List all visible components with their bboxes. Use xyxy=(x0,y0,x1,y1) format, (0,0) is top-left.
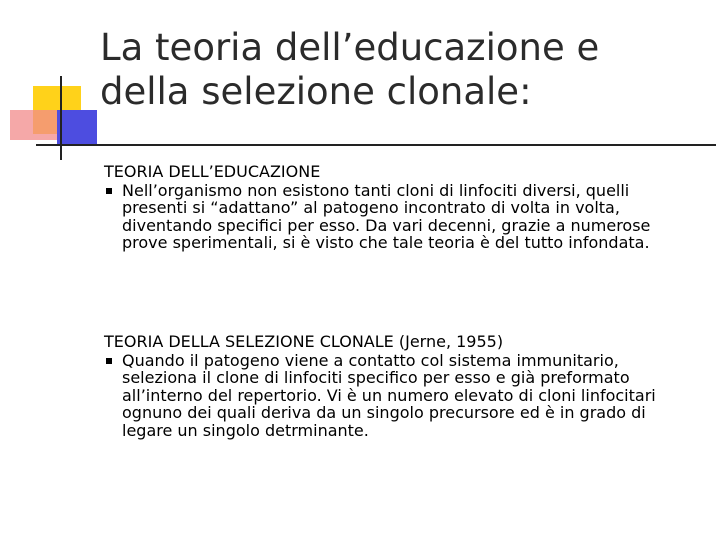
bullet-item xyxy=(104,352,704,440)
section-selezione-clonale xyxy=(104,333,704,439)
bullet-text: Nell’organismo non esistono tanti cloni di linfociti diversi, quelli presenti si “adattano” al patogeno incontrato di volta in volta, diventando specifici per esso. Da vari decenni, grazie a numerose prove sperimentali, si è visto che tale teoria è del tutto infondata. xyxy=(122,180,651,252)
section-heading: TEORIA DELLA SELEZIONE CLONALE (Jerne, 1955) xyxy=(104,332,504,351)
bullet-item xyxy=(104,182,704,252)
decor-vertical-line xyxy=(60,76,62,160)
bullet-square-icon xyxy=(106,358,112,364)
slide-title-line-2: della selezione clonale: xyxy=(100,70,532,113)
bullet-square-icon xyxy=(106,188,112,194)
slide-title-line-1: La teoria dell’educazione e xyxy=(100,26,600,69)
section-heading: TEORIA DELL’EDUCAZIONE xyxy=(104,162,321,181)
bullet-text: Quando il patogeno viene a contatto col sistema immunitario, seleziona il clone di linfociti specifico per esso e già preformato all’interno del repertorio. Vi è un numero elevato di cloni linfocitari ognuno dei quali deriva da un singolo precursore ed è in grado di legare un singolo detrminante. xyxy=(122,350,656,440)
decor-red-bar xyxy=(10,110,60,140)
decor-blue-square xyxy=(57,110,97,144)
section-educazione xyxy=(104,163,704,252)
decor-horizontal-line xyxy=(36,144,716,146)
slide-title xyxy=(100,26,700,114)
